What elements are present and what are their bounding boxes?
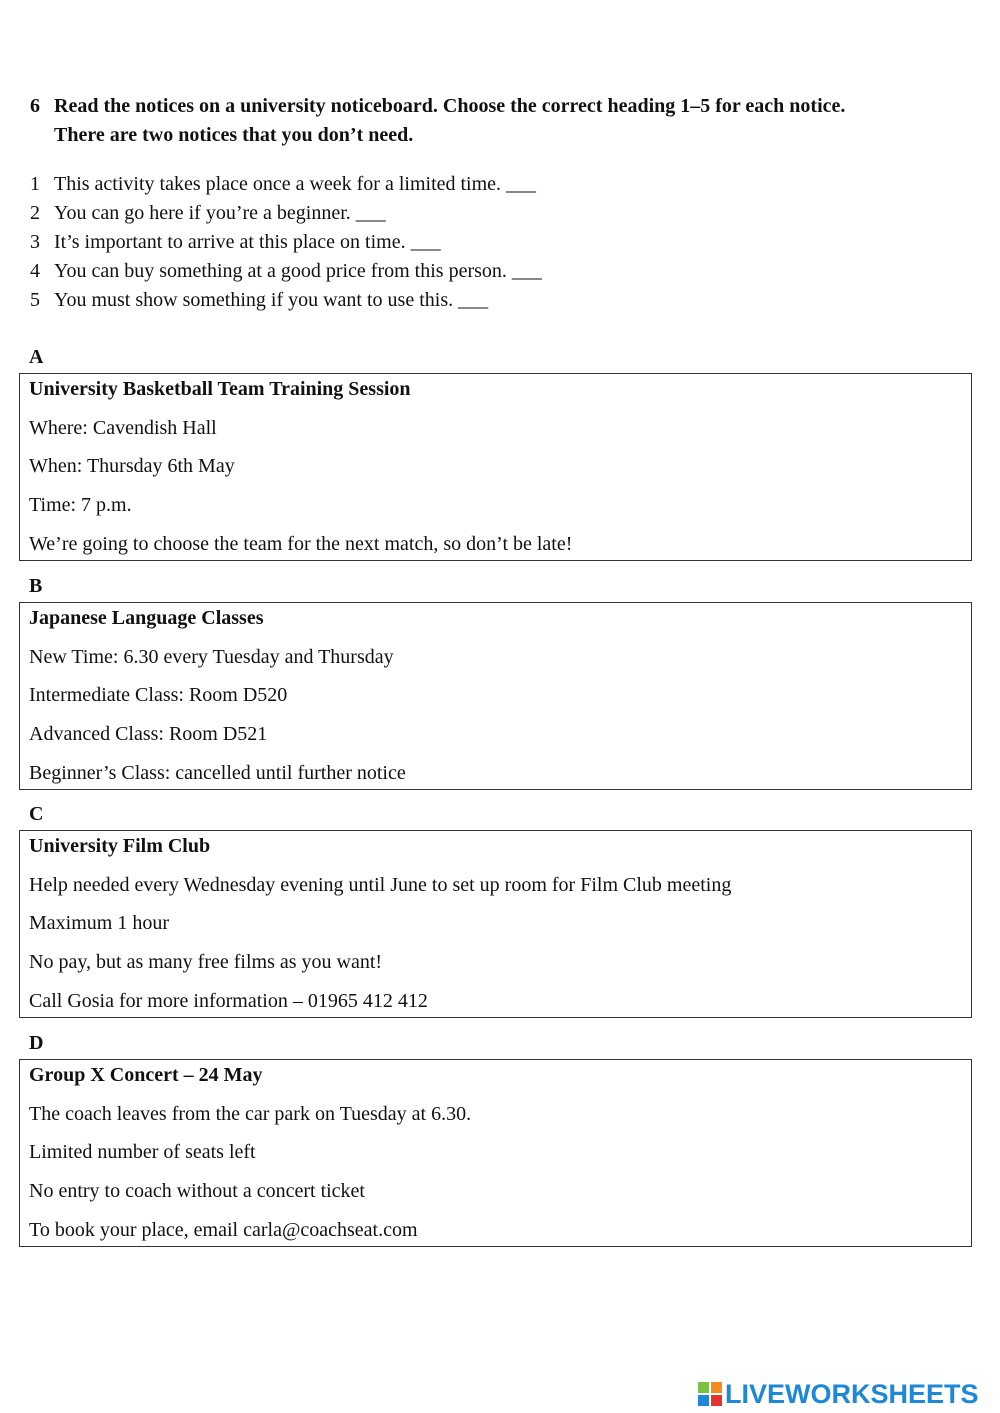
- question-item: [30, 170, 930, 199]
- notice-line: Help needed every Wednesday evening until June to set up room for Film Club meeting: [29, 874, 732, 896]
- notice-letter-b: B: [29, 575, 43, 597]
- notice-line: The coach leaves from the car park on Tuesday at 6.30.: [29, 1103, 472, 1125]
- logo-text: LIVEWORKSHEETS: [725, 1378, 979, 1409]
- question-item: [30, 228, 930, 257]
- notice-c: [19, 830, 972, 1018]
- question-text: You can go here if you’re a beginner. ___: [54, 202, 386, 224]
- liveworksheets-logo[interactable]: [698, 1378, 979, 1410]
- notice-line: New Time: 6.30 every Tuesday and Thursday: [29, 646, 394, 668]
- logo-square-red: [711, 1395, 722, 1406]
- question-number: 2: [30, 202, 40, 224]
- notice-line: Maximum 1 hour: [29, 912, 169, 934]
- notice-line: When: Thursday 6th May: [29, 455, 235, 477]
- notice-line: Beginner’s Class: cancelled until further notice: [29, 762, 406, 784]
- logo-square-blue: [698, 1395, 709, 1406]
- notice-title: Japanese Language Classes: [29, 607, 264, 629]
- question-number: 3: [30, 231, 40, 253]
- question-text: This activity takes place once a week for a limited time. ___: [54, 173, 537, 195]
- notice-b: [19, 602, 972, 790]
- notice-line: Advanced Class: Room D521: [29, 723, 268, 745]
- notice-line: Where: Cavendish Hall: [29, 417, 217, 439]
- exercise-number: 6: [30, 95, 40, 117]
- question-item: [30, 286, 930, 315]
- question-item: [30, 257, 930, 286]
- question-number: 1: [30, 173, 40, 195]
- notice-line: No entry to coach without a concert ticket: [29, 1180, 365, 1202]
- notice-d: [19, 1059, 972, 1247]
- notice-line: Intermediate Class: Room D520: [29, 684, 288, 706]
- notice-a: [19, 373, 972, 561]
- logo-square-green: [698, 1382, 709, 1393]
- question-number: 4: [30, 260, 40, 282]
- notice-line: We’re going to choose the team for the next match, so don’t be late!: [29, 533, 573, 555]
- instruction-text: [54, 92, 960, 150]
- notice-title: Group X Concert – 24 May: [29, 1064, 263, 1086]
- logo-square-orange: [711, 1382, 722, 1393]
- liveworksheets-logo-icon: [698, 1382, 722, 1406]
- question-number: 5: [30, 289, 40, 311]
- instruction: [30, 92, 960, 150]
- notice-line: No pay, but as many free films as you want!: [29, 951, 383, 973]
- instruction-line-1: Read the notices on a university noticeboard. Choose the correct heading 1–5 for each notice.: [54, 95, 846, 117]
- notice-line: Limited number of seats left: [29, 1141, 256, 1163]
- notice-title: University Film Club: [29, 835, 211, 857]
- question-text: You must show something if you want to use this. ___: [54, 289, 489, 311]
- question-text: It’s important to arrive at this place on time. ___: [54, 231, 441, 253]
- notice-line: To book your place, email carla@coachseat.com: [29, 1219, 418, 1241]
- question-item: [30, 199, 930, 228]
- notice-title: University Basketball Team Training Session: [29, 378, 411, 400]
- question-list: [30, 170, 930, 315]
- notice-letter-a: A: [29, 346, 44, 368]
- notice-letter-c: C: [29, 803, 44, 825]
- notice-letter-d: D: [29, 1032, 44, 1054]
- question-text: You can buy something at a good price from this person. ___: [54, 260, 542, 282]
- instruction-line-2: There are two notices that you don’t need.: [54, 124, 414, 146]
- notice-line: Time: 7 p.m.: [29, 494, 132, 516]
- notice-line: Call Gosia for more information – 01965 412 412: [29, 990, 428, 1012]
